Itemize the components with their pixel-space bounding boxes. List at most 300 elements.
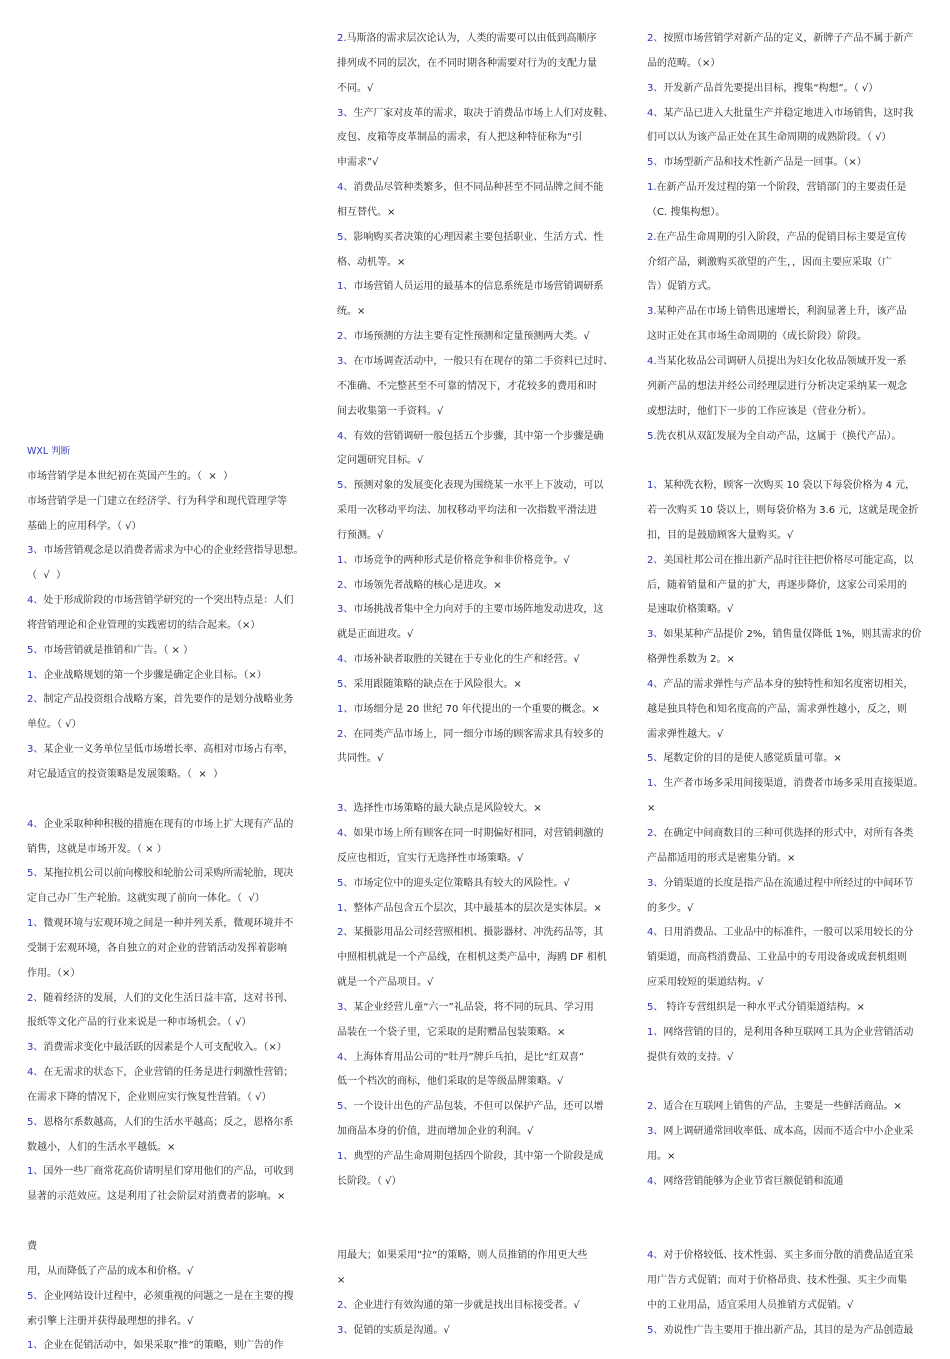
item-text: 申需求”√	[337, 157, 379, 169]
text-line	[647, 797, 937, 822]
item-number: 1、	[337, 902, 354, 914]
text-line	[27, 664, 317, 689]
text-line	[27, 1136, 317, 1161]
text-line	[647, 375, 937, 400]
item-text: 在市场调查活动中，一般只有在现存的第二手资料已过时、	[353, 355, 614, 367]
item-number: 5、	[337, 877, 354, 889]
item-text: 日用消费品、工业品中的标准件，一般可以采用较长的分	[663, 927, 914, 939]
item-number: 1、	[337, 1150, 354, 1162]
text-line	[337, 723, 627, 748]
item-text: 格、动机等。×	[337, 256, 406, 268]
item-number: 4、	[27, 595, 44, 607]
item-text: 费	[27, 1241, 37, 1252]
item-text: 市场营销人员运用的最基本的信息系统是市场营销调研系	[353, 281, 604, 293]
item-text: 消费需求变化中最活跃的因素是个人可支配收入。（×）	[43, 1042, 287, 1054]
item-text: 市场补缺者取胜的关键在于专业化的生产和经营。√	[353, 654, 580, 666]
item-text: 市场挑战者集中全力向对手的主要市场阵地发动进攻，这	[353, 604, 604, 616]
text-line	[647, 474, 937, 499]
item-text: 某产品已进入大批量生产并稳定地进入市场销售，这时我	[663, 107, 914, 119]
item-text: 用广告方式促销；而对于价格昂贵、技术性强、买主少而集	[647, 1275, 907, 1287]
item-text: 某种产品在市场上销售迅速增长，利润显著上升，该产品	[656, 306, 907, 318]
item-number: 1、	[337, 281, 354, 293]
item-number: 1、	[647, 778, 664, 790]
item-text: 格弹性系数为 2。×	[647, 654, 735, 666]
item-text: 处于形成阶段的市场营销学研究的一个突出特点是：人们	[43, 595, 294, 607]
item-text: 皮包、皮箱等皮革制品的需求，有人把这种特征称为“引	[337, 132, 583, 144]
item-number: 5、	[337, 678, 354, 690]
item-text: 告）促销方式。	[647, 281, 717, 293]
text-line	[337, 375, 627, 400]
item-text: 就是正面进攻。√	[337, 629, 414, 641]
column-left	[27, 0, 317, 1359]
text-line	[27, 912, 317, 937]
item-text: 是速取价格策略。√	[647, 604, 734, 616]
text-line	[27, 539, 317, 564]
text-line	[337, 549, 627, 574]
item-text: 数越小，人们的生活水平越低。×	[27, 1141, 176, 1153]
text-line	[647, 1244, 937, 1269]
column-right-lines	[647, 27, 937, 1344]
text-line	[27, 1185, 317, 1210]
item-number: 3、	[647, 877, 664, 889]
item-number: 5、	[27, 1116, 44, 1128]
item-text: 市场领先者战略的核心是进攻。×	[353, 579, 502, 591]
column-right	[647, 0, 937, 1344]
item-text: 列新产品的想法并经公司经理层进行分析决定采纳某一观念	[647, 380, 907, 392]
item-text: 市场营销学是本世纪初在英国产生的。（ × ）	[27, 470, 234, 482]
item-number: 5、	[337, 480, 354, 492]
item-text: 在需求下降的情况下，企业则应实行恢复性营销。（ √）	[27, 1091, 272, 1103]
item-text: 典型的产品生命周期包括四个阶段，其中第一个阶段是成	[353, 1150, 604, 1162]
item-text: 市场营销就是推销和广告。（ × ）	[43, 644, 194, 656]
text-line	[337, 1095, 627, 1120]
item-number: 5、	[647, 157, 664, 169]
text-line	[647, 623, 937, 648]
item-text: 统。×	[337, 306, 366, 318]
item-text: 反应也相近，宜实行无选择性市场策略。√	[337, 852, 524, 864]
item-text: 产品都适用的形式是密集分销。×	[647, 852, 796, 864]
text-line	[337, 648, 627, 673]
item-number: 4、	[27, 1067, 44, 1079]
text-line	[337, 350, 627, 375]
text-line	[647, 1195, 937, 1220]
item-text: 在同类产品市场上，同一细分市场的顾客需求具有较多的	[353, 728, 604, 740]
item-text: 或想法时，他们下一步的工作应该是（营业分析）。	[647, 405, 872, 417]
text-line	[337, 1145, 627, 1170]
text-line	[337, 77, 627, 102]
item-text: 微观环境与宏观环境之间是一种并列关系，微观环境并不	[43, 918, 294, 930]
item-text: 们可以认为该产品正处在其生命周期的成熟阶段。（ √）	[647, 132, 892, 144]
item-text: 索引擎上注册并获得最理想的排名。√	[27, 1315, 194, 1327]
item-text: 影响购买者决策的心理因素主要包括职业、生活方式、性	[353, 231, 604, 243]
item-text: 尾数定价的目的是使人感觉质量可靠。×	[663, 753, 842, 765]
item-number: 1.	[647, 182, 657, 194]
item-text: 某摄影用品公司经营照相机、摄影器材、冲洗药品等，其	[353, 927, 604, 939]
item-text: 的多少。√	[647, 902, 694, 914]
text-line	[27, 1111, 317, 1136]
item-number: 2、	[337, 1300, 354, 1312]
text-line	[27, 937, 317, 962]
item-number: 5、	[337, 1101, 354, 1113]
section-heading: WXL 判断	[27, 446, 71, 457]
item-text: 上海体育用品公司的“牡丹”牌乒乓拍，是比“红双喜”	[353, 1051, 585, 1063]
item-number: 2、	[337, 728, 354, 740]
item-text: 产品的需求弹性与产品本身的独特性和知名度密切相关，	[663, 678, 914, 690]
text-line	[647, 673, 937, 698]
item-text: 长阶段。（ √）	[337, 1175, 402, 1187]
item-text: ×	[337, 1275, 346, 1287]
item-text: 单位。（ √）	[27, 719, 82, 731]
item-number: 4、	[337, 1051, 354, 1063]
item-text: 应采用较短的渠道结构。√	[647, 977, 764, 989]
item-text: 某拖拉机公司以前向橡胶和轮胎公司采购所需轮胎，现决	[43, 868, 294, 880]
text-line	[337, 27, 627, 52]
item-number: 2.	[337, 33, 347, 44]
text-line	[337, 474, 627, 499]
text-line	[647, 897, 937, 922]
text-line	[337, 698, 627, 723]
text-line	[647, 772, 937, 797]
text-line	[647, 350, 937, 375]
text-line	[647, 226, 937, 251]
item-number: 4、	[647, 927, 664, 939]
text-line	[337, 524, 627, 549]
text-line	[337, 822, 627, 847]
text-line	[27, 1011, 317, 1036]
item-text: 制定产品投资组合战略方案，首先要作的是划分战略业务	[43, 694, 294, 706]
text-line	[27, 987, 317, 1012]
item-text: 如果某种产品提价 2%，销售量仅降低 1%，则其需求的价	[663, 629, 922, 641]
column-left-lines	[27, 465, 317, 1359]
text-line	[27, 1310, 317, 1335]
item-text: （C. 搜集构想）。	[647, 206, 726, 218]
item-text: 品的范畴。（×）	[647, 57, 721, 69]
text-line	[27, 490, 317, 515]
item-text: 预测对象的发展变化表现为围绕某一水平上下波动，可以	[353, 480, 604, 492]
item-number: 2、	[337, 927, 354, 939]
text-line	[337, 300, 627, 325]
text-line	[27, 738, 317, 763]
item-text: 需求弹性越大。√	[647, 728, 724, 740]
item-number: 3、	[337, 355, 354, 367]
text-line	[647, 1095, 937, 1120]
text-line	[647, 102, 937, 127]
text-line	[337, 747, 627, 772]
item-text: 市场营销学是一门建立在经济学、行为科学和现代管理学等	[27, 495, 287, 507]
text-line	[27, 962, 317, 987]
text-line	[27, 564, 317, 589]
text-line	[647, 126, 937, 151]
text-line	[647, 300, 937, 325]
text-line	[647, 425, 937, 450]
text-line	[337, 1220, 627, 1245]
item-text: 在新产品开发过程的第一个阶段，营销部门的主要责任是	[656, 182, 907, 194]
text-line	[647, 151, 937, 176]
item-text: 受制于宏观环境，各自独立的对企业的营销活动发挥着影响	[27, 942, 287, 954]
text-line	[337, 921, 627, 946]
item-text: 对于价格较低、技术性弱、买主多而分散的消费品适宜采	[663, 1250, 914, 1262]
text-line	[27, 589, 317, 614]
item-number: 3、	[337, 1001, 354, 1013]
item-text: 市场竞争的两种形式是价格竞争和非价格竞争。√	[353, 554, 570, 566]
item-number: 4、	[337, 828, 354, 839]
item-text: 网络营销能够为企业节省巨额促销和流通	[663, 1175, 844, 1187]
item-text: 越是独具特色和知名度高的产品，需求弹性越小，反之，则	[647, 703, 907, 715]
item-text: 恩格尔系数越高，人们的生活水平越高；反之，恩格尔系	[43, 1116, 294, 1128]
item-text: 低一个档次的商标，他们采取的是等级品牌策略。√	[337, 1076, 564, 1088]
text-line	[337, 1244, 627, 1269]
text-line	[647, 77, 937, 102]
item-text: 在确定中间商数目的三种可供选择的形式中，对所有各类	[663, 828, 914, 839]
text-line	[337, 1120, 627, 1145]
text-line	[27, 1036, 317, 1061]
item-text: 就是一个产品项目。√	[337, 977, 434, 989]
item-text: 对它最适宜的投资策略是发展策略。（ × ）	[27, 768, 224, 780]
text-line	[337, 151, 627, 176]
text-line	[647, 549, 937, 574]
text-line	[647, 325, 937, 350]
text-line	[337, 623, 627, 648]
text-line	[337, 1294, 627, 1319]
item-number: 2、	[27, 992, 44, 1004]
item-text: 生产厂家对皮革的需求，取决于消费品市场上人们对皮鞋、	[353, 107, 614, 119]
text-line	[647, 921, 937, 946]
item-text: 销渠道，而高档消费品、工业品中的专用设备或成套机组则	[647, 952, 907, 964]
text-line	[337, 673, 627, 698]
item-number: 3、	[337, 604, 354, 616]
text-line	[337, 226, 627, 251]
text-line	[337, 847, 627, 872]
text-line	[647, 946, 937, 971]
text-line	[337, 1195, 627, 1220]
item-number: 5.	[647, 430, 657, 442]
item-text: 国外一些厂商常花高价请明星们穿用他们的产品，可收到	[43, 1166, 294, 1178]
item-text: 市场营销观念是以消费者需求为中心的企业经营指导思想。	[43, 545, 304, 557]
item-text: 消费品尽管种类繁多，但不同品种甚至不同品牌之间不能	[353, 182, 604, 194]
text-line	[647, 971, 937, 996]
text-line	[647, 1294, 937, 1319]
item-number: 4、	[27, 818, 44, 830]
item-text: 用最大；如果采用”拉“的策略，则人员推销的作用更大些	[337, 1250, 588, 1262]
text-line	[27, 1061, 317, 1086]
text-line	[337, 201, 627, 226]
item-number: 3、	[337, 107, 354, 119]
text-line	[647, 524, 937, 549]
item-number: 1、	[27, 669, 44, 681]
item-text: 网上调研通常回收率低、成本高，因而不适合中小企业采	[663, 1126, 914, 1138]
text-line	[647, 598, 937, 623]
column-middle-lines	[337, 27, 627, 1344]
item-text: 随着经济的发展，人们的文化生活日益丰富，这对书刊、	[43, 992, 294, 1004]
item-text: 加商品本身的价值，进而增加企业的利润。√	[337, 1126, 534, 1138]
text-line	[647, 449, 937, 474]
item-text: 扣，目的是鼓励顾客大量购买。√	[647, 529, 794, 541]
item-text: （ √ ）	[27, 570, 67, 582]
item-number: 2、	[337, 331, 354, 343]
text-line	[337, 946, 627, 971]
text-line	[27, 838, 317, 863]
item-number: 4、	[337, 182, 354, 194]
text-line	[27, 515, 317, 540]
item-number: 3、	[647, 82, 664, 94]
item-number: 2、	[647, 554, 664, 566]
text-line	[647, 499, 937, 524]
item-number: 5、	[647, 1324, 664, 1336]
item-number: 3、	[27, 744, 44, 756]
item-text: 在无需求的状态下，企业营销的任务是进行刺激性营销；	[43, 1067, 294, 1079]
item-text: 相互替代。×	[337, 206, 396, 218]
item-text: 选择性市场策略的最大缺点是风险较大。×	[353, 803, 542, 815]
item-number: 1、	[27, 1166, 44, 1178]
text-line	[27, 887, 317, 912]
item-text: 网络营销的目的，是利用各种互联网工具为企业营销活动	[663, 1026, 914, 1038]
text-line	[337, 102, 627, 127]
item-text: 分销渠道的长度是指产品在流通过程中所经过的中间环节	[663, 877, 914, 889]
item-number: 3、	[647, 629, 664, 641]
item-text: 整体产品包含五个层次，其中最基本的层次是实体层。×	[353, 902, 602, 914]
item-text: 用，从而降低了产品的成本和价格。√	[27, 1265, 194, 1277]
text-line	[647, 747, 937, 772]
item-number: 5、	[27, 644, 44, 656]
item-text: 采用跟随策略的缺点在于风险很大。×	[353, 678, 522, 690]
item-text: 某种洗衣粉，顾客一次购买 10 袋以下每袋价格为 4 元，	[663, 480, 916, 492]
text-line	[27, 1210, 317, 1235]
text-line	[647, 201, 937, 226]
item-number: 1、	[647, 480, 664, 492]
item-number: 1、	[27, 1340, 44, 1352]
item-number: 2、	[27, 694, 44, 706]
text-line	[337, 251, 627, 276]
item-number: 5、	[647, 1001, 664, 1013]
text-line	[337, 325, 627, 350]
item-number: 3、	[337, 1324, 354, 1336]
text-line	[27, 1285, 317, 1310]
item-number: 2、	[647, 1101, 664, 1113]
item-text: 介绍产品，刺激购买欲望的产生，，因而主要应采取（广	[647, 256, 892, 268]
text-line	[27, 713, 317, 738]
text-line	[647, 1269, 937, 1294]
text-line	[337, 275, 627, 300]
text-line	[647, 251, 937, 276]
text-line	[647, 847, 937, 872]
item-text: 将营销理论和企业管理的实践密切的结合起来。（×）	[27, 619, 261, 631]
item-text: 某企业一义务单位呈低市场增长率、高相对市场占有率，	[43, 744, 294, 756]
item-text: 中照相机就是一个产品线，在相机这类产品中，海鸥 DF 相机	[337, 952, 607, 964]
text-line	[647, 872, 937, 897]
text-line	[27, 614, 317, 639]
text-line	[647, 648, 937, 673]
item-text: 定自己办厂生产轮胎。这就实现了前向一体化。（ √）	[27, 893, 265, 905]
text-line	[647, 574, 937, 599]
item-number: 3、	[27, 545, 44, 557]
item-number: 4、	[647, 678, 664, 690]
text-line	[337, 126, 627, 151]
item-number: 2、	[337, 579, 354, 591]
text-line	[647, 275, 937, 300]
text-line	[27, 688, 317, 713]
text-line	[337, 425, 627, 450]
item-text: 排列成不同的层次，在不同时期各种需要对行为的支配力量	[337, 57, 597, 69]
item-text: 定问题研究目标。√	[337, 455, 424, 467]
column-middle	[337, 0, 627, 1344]
item-text: 市场型新产品和技术性新产品是一回事。（×）	[663, 157, 867, 169]
text-line	[647, 1319, 937, 1344]
text-line	[27, 763, 317, 788]
text-line	[647, 1170, 937, 1195]
item-number: 1、	[337, 554, 354, 566]
item-text: 用。×	[647, 1150, 676, 1162]
item-text: 市场定位中的迎头定位策略具有较大的风险性。√	[353, 877, 570, 889]
item-number: 5、	[27, 868, 44, 880]
text-line	[27, 813, 317, 838]
text-line	[27, 1235, 317, 1260]
text-line	[337, 52, 627, 77]
item-text: 企业网站设计过程中，必须重视的问题之一是在主要的搜	[43, 1290, 294, 1302]
item-number: 3、	[337, 803, 354, 815]
item-number: 5、	[647, 753, 664, 765]
item-text: 企业在促销活动中，如果采取“推“的策略，则广告的作	[43, 1340, 284, 1352]
text-line	[337, 872, 627, 897]
item-text: 某企业经营儿童“六一”礼品袋，将不同的玩具、学习用	[353, 1001, 594, 1013]
text-line	[27, 1086, 317, 1111]
text-line	[337, 1319, 627, 1344]
item-number: 4、	[647, 107, 664, 119]
item-text: 生产者市场多采用间接渠道，消费者市场多采用直接渠道。	[663, 778, 924, 790]
item-text: 基础上的应用科学。（ √）	[27, 520, 142, 532]
item-text: 市场细分是 20 世纪 70 年代提出的一个重要的概念。×	[353, 703, 600, 715]
text-line	[647, 1220, 937, 1245]
item-text: 劝说性广告主要用于推出新产品，其目的是为产品创造最	[663, 1324, 914, 1336]
text-line	[337, 1269, 627, 1294]
item-text: 中的工业用品，适宜采用人员推销方式促销。√	[647, 1300, 854, 1312]
item-number: 4、	[337, 430, 354, 442]
item-text: 如果市场上所有顾客在同一时期偏好相同，对营销刺激的	[353, 828, 604, 839]
text-line	[27, 1160, 317, 1185]
item-text: 市场预测的方法主要有定性预测和定量预测两大类。√	[353, 331, 590, 343]
text-line	[337, 797, 627, 822]
text-line	[647, 1145, 937, 1170]
text-line	[647, 52, 937, 77]
text-line	[27, 465, 317, 490]
text-line	[647, 400, 937, 425]
item-text: 间去收集第一手资料。√	[337, 405, 444, 417]
item-text: 洗衣机从双缸发展为全自动产品，这属于（换代产品）。	[656, 430, 902, 442]
text-line	[647, 996, 937, 1021]
text-line	[27, 788, 317, 813]
item-text: 后，随着销量和产量的扩大，再逐步降价，这家公司采用的	[647, 579, 907, 591]
item-text: 企业进行有效沟通的第一步就是找出目标接受者。√	[353, 1300, 580, 1312]
item-text: ×	[647, 803, 656, 815]
item-number: 3、	[27, 1042, 44, 1054]
text-line	[337, 1046, 627, 1071]
item-number: 4、	[647, 1175, 664, 1187]
item-number: 1、	[647, 1026, 664, 1038]
item-text: 共同性。√	[337, 753, 384, 765]
text-line	[647, 723, 937, 748]
item-number: 1、	[27, 918, 44, 930]
item-text: 显著的示范效应。这是利用了社会阶层对消费者的影响。×	[27, 1191, 286, 1203]
item-text: 企业战略规划的第一个步骤是确定企业目标。（×）	[43, 669, 267, 681]
text-line	[337, 1070, 627, 1095]
text-line	[647, 1021, 937, 1046]
item-text: 一个设计出色的产品包装，不但可以保护产品，还可以增	[353, 1101, 604, 1113]
text-line	[337, 772, 627, 797]
text-line	[27, 1334, 317, 1359]
item-text: 报纸等文化产品的行业来说是一种市场机会。（ √）	[27, 1017, 252, 1029]
text-line	[647, 1070, 937, 1095]
text-line	[337, 996, 627, 1021]
text-line	[647, 176, 937, 201]
